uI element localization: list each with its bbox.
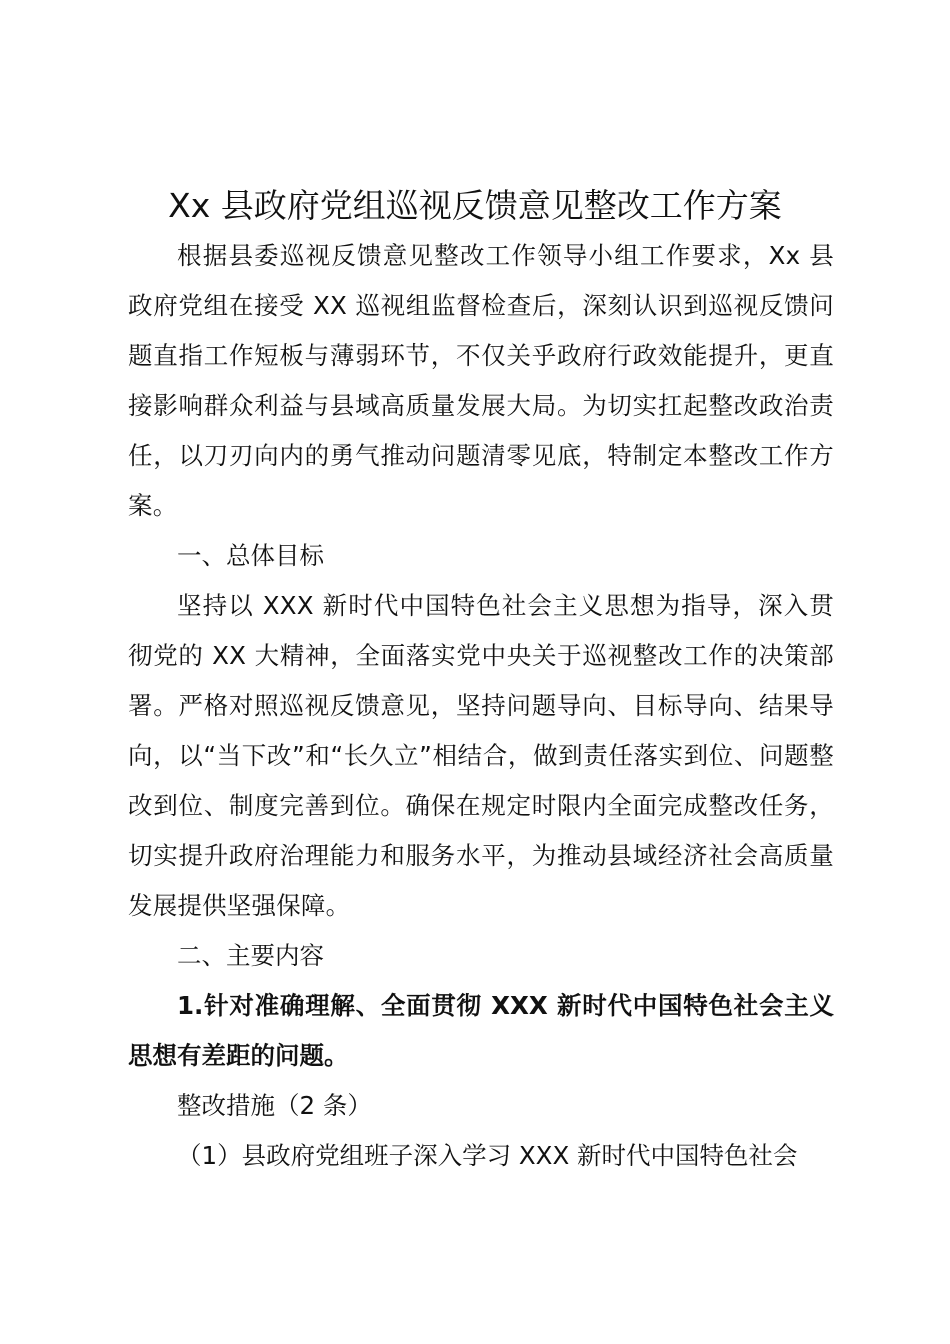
section-heading-main-content: 二、主要内容 [177,941,324,970]
section-heading-overall-goal: 一、总体目标 [177,541,324,570]
overall-goal-paragraph: 坚持以 XXX 新时代中国特色社会主义思想为指导，深入贯彻党的 XX 大精神，全面落实党中央关于巡视整改工作的决策部署。严格对照巡视反馈意见，坚持问题导向、目标导向、结果导向，以“当下改”和“长久立”相结合，做到责任落实到位、问题整改到位、制度完善到位。确保在规定时限内全面完成整改任务，切实提升政府治理能力和服务水平，为推动县域经济社会高质量发展提供坚强保障。 [128,591,834,920]
measures-label: 整改措施（2 条） [177,1091,372,1120]
document-title: Xx 县政府党组巡视反馈意见整改工作方案 [168,186,782,225]
measure-item-1: （1）县政府党组班子深入学习 XXX 新时代中国特色社会 [177,1141,798,1170]
item-heading-1: 1.针对准确理解、全面贯彻 XXX 新时代中国特色社会主义思想有差距的问题。 [128,991,834,1070]
intro-paragraph: 根据县委巡视反馈意见整改工作领导小组工作要求，Xx 县政府党组在接受 XX 巡视组监督检查后，深刻认识到巡视反馈问题直指工作短板与薄弱环节，不仅关乎政府行政效能提升，更直接影响群众利益与县域高质量发展大局。为切实扛起整改政治责任，以刀刃向内的勇气推动问题清零见底，特制定本整改工作方案。 [128,241,834,520]
document-body [128,231,834,1181]
